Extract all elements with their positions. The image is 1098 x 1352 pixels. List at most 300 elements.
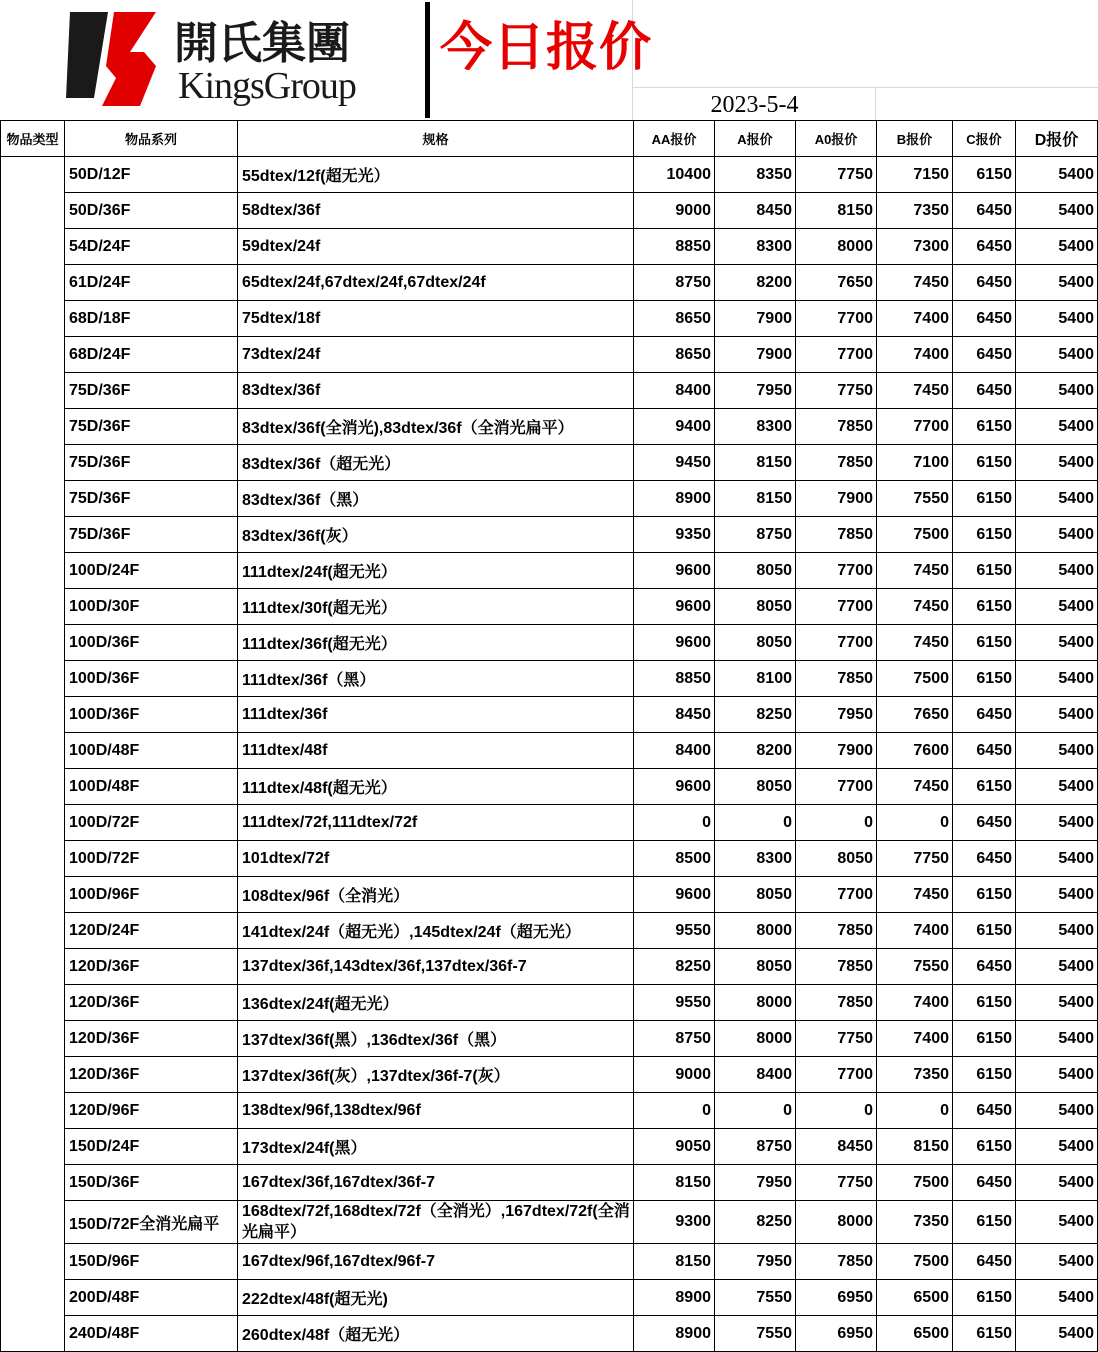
table-row — [1, 1129, 1098, 1165]
price-a0-cell: 8450 — [796, 1129, 877, 1165]
price-a0-cell: 7650 — [796, 265, 877, 301]
series-cell: 100D/24F — [65, 553, 238, 589]
table-row — [1, 1316, 1098, 1352]
price-a-cell: 8050 — [715, 553, 796, 589]
table-row — [1, 157, 1098, 193]
price-aa-cell: 8400 — [634, 373, 715, 409]
price-aa-cell: 8750 — [634, 1021, 715, 1057]
price-c-cell: 6150 — [953, 409, 1016, 445]
price-c-cell: 6150 — [953, 1201, 1016, 1244]
price-a0-cell: 7850 — [796, 445, 877, 481]
price-table — [0, 120, 1098, 1352]
price-a-cell: 8750 — [715, 517, 796, 553]
price-aa-cell: 9050 — [634, 1129, 715, 1165]
price-b-cell: 7500 — [877, 661, 953, 697]
spec-cell: 108dtex/96f（全消光） — [238, 877, 634, 913]
table-row — [1, 1093, 1098, 1129]
col-header-a0: A0报价 — [796, 121, 877, 157]
price-b-cell: 7500 — [877, 517, 953, 553]
price-a0-cell: 7700 — [796, 1057, 877, 1093]
series-cell: 100D/36F — [65, 625, 238, 661]
price-a-cell: 0 — [715, 805, 796, 841]
price-a0-cell: 8000 — [796, 229, 877, 265]
price-a0-cell: 7750 — [796, 1165, 877, 1201]
price-c-cell: 6450 — [953, 805, 1016, 841]
table-row — [1, 229, 1098, 265]
spec-cell: 111dtex/24f(超无光） — [238, 553, 634, 589]
price-aa-cell: 8850 — [634, 229, 715, 265]
price-d-cell: 5400 — [1016, 193, 1098, 229]
price-aa-cell: 9600 — [634, 553, 715, 589]
price-d-cell: 5400 — [1016, 481, 1098, 517]
price-a0-cell: 7950 — [796, 697, 877, 733]
price-aa-cell: 9600 — [634, 877, 715, 913]
price-b-cell: 7150 — [877, 157, 953, 193]
price-a0-cell: 7900 — [796, 481, 877, 517]
price-a-cell: 7900 — [715, 337, 796, 373]
price-d-cell: 5400 — [1016, 625, 1098, 661]
price-a0-cell: 7700 — [796, 877, 877, 913]
price-a-cell: 8250 — [715, 697, 796, 733]
price-a-cell: 8100 — [715, 661, 796, 697]
price-b-cell: 7400 — [877, 337, 953, 373]
price-a0-cell: 8000 — [796, 1201, 877, 1244]
series-cell: 150D/24F — [65, 1129, 238, 1165]
price-a-cell: 7950 — [715, 1244, 796, 1280]
price-aa-cell: 8450 — [634, 697, 715, 733]
report-header — [0, 0, 1098, 120]
price-b-cell: 7350 — [877, 193, 953, 229]
price-aa-cell: 9550 — [634, 913, 715, 949]
price-d-cell: 5400 — [1016, 1093, 1098, 1129]
price-c-cell: 6150 — [953, 625, 1016, 661]
price-aa-cell: 9350 — [634, 517, 715, 553]
price-d-cell: 5400 — [1016, 301, 1098, 337]
price-d-cell: 5400 — [1016, 1057, 1098, 1093]
price-b-cell: 7700 — [877, 409, 953, 445]
price-c-cell: 6150 — [953, 157, 1016, 193]
series-cell: 54D/24F — [65, 229, 238, 265]
price-b-cell: 0 — [877, 1093, 953, 1129]
series-cell: 50D/12F — [65, 157, 238, 193]
spec-cell: 167dtex/36f,167dtex/36f-7 — [238, 1165, 634, 1201]
price-c-cell: 6150 — [953, 553, 1016, 589]
report-date: 2023-5-4 — [710, 92, 799, 118]
col-header-series: 物品系列 — [65, 121, 238, 157]
price-a0-cell: 7750 — [796, 157, 877, 193]
logo-red-shape — [102, 12, 156, 106]
kings-group-logo — [66, 6, 366, 110]
price-c-cell: 6450 — [953, 373, 1016, 409]
price-aa-cell: 9000 — [634, 193, 715, 229]
price-b-cell: 7500 — [877, 1165, 953, 1201]
col-header-a: A报价 — [715, 121, 796, 157]
price-c-cell: 6150 — [953, 1280, 1016, 1316]
price-c-cell: 6150 — [953, 985, 1016, 1021]
price-a-cell: 8050 — [715, 625, 796, 661]
spec-cell: 111dtex/72f,111dtex/72f — [238, 805, 634, 841]
price-a-cell: 8050 — [715, 769, 796, 805]
price-aa-cell: 8400 — [634, 733, 715, 769]
spec-cell: 137dtex/36f(灰）,137dtex/36f-7(灰） — [238, 1057, 634, 1093]
price-c-cell: 6450 — [953, 1093, 1016, 1129]
spec-cell: 58dtex/36f — [238, 193, 634, 229]
spec-cell: 55dtex/12f(超无光） — [238, 157, 634, 193]
price-c-cell: 6450 — [953, 949, 1016, 985]
spec-cell: 59dtex/24f — [238, 229, 634, 265]
spec-cell: 167dtex/96f,167dtex/96f-7 — [238, 1244, 634, 1280]
price-c-cell: 6150 — [953, 517, 1016, 553]
price-a-cell: 7900 — [715, 301, 796, 337]
price-aa-cell: 8150 — [634, 1244, 715, 1280]
price-d-cell: 5400 — [1016, 949, 1098, 985]
price-a-cell: 8000 — [715, 1021, 796, 1057]
spec-cell: 111dtex/30f(超无光） — [238, 589, 634, 625]
table-row — [1, 1057, 1098, 1093]
spec-cell: 111dtex/36f（黑） — [238, 661, 634, 697]
price-a0-cell: 7850 — [796, 517, 877, 553]
price-c-cell: 6150 — [953, 769, 1016, 805]
price-aa-cell: 9600 — [634, 589, 715, 625]
series-cell: 61D/24F — [65, 265, 238, 301]
series-cell: 75D/36F — [65, 517, 238, 553]
price-c-cell: 6450 — [953, 193, 1016, 229]
price-b-cell: 7500 — [877, 1244, 953, 1280]
series-cell: 120D/96F — [65, 1093, 238, 1129]
price-a-cell: 8200 — [715, 733, 796, 769]
series-cell: 68D/24F — [65, 337, 238, 373]
price-a-cell: 8150 — [715, 445, 796, 481]
series-cell: 150D/36F — [65, 1165, 238, 1201]
price-a0-cell: 7700 — [796, 589, 877, 625]
price-a0-cell: 7750 — [796, 1021, 877, 1057]
price-a-cell: 8000 — [715, 913, 796, 949]
price-a-cell: 8050 — [715, 949, 796, 985]
price-d-cell: 5400 — [1016, 1280, 1098, 1316]
series-cell: 100D/48F — [65, 733, 238, 769]
spec-cell: 260dtex/48f（超无光） — [238, 1316, 634, 1352]
price-a-cell: 7950 — [715, 373, 796, 409]
price-aa-cell: 9450 — [634, 445, 715, 481]
price-a-cell: 8300 — [715, 841, 796, 877]
spec-cell: 83dtex/36f(全消光),83dtex/36f（全消光扁平） — [238, 409, 634, 445]
series-cell: 150D/72F全消光扁平 — [65, 1201, 238, 1244]
price-b-cell: 7400 — [877, 301, 953, 337]
price-b-cell: 7450 — [877, 769, 953, 805]
price-c-cell: 6450 — [953, 229, 1016, 265]
col-header-b: B报价 — [877, 121, 953, 157]
logo-brand-name: KingsGroup — [178, 65, 356, 107]
price-d-cell: 5400 — [1016, 1316, 1098, 1352]
table-row — [1, 625, 1098, 661]
series-cell: 100D/96F — [65, 877, 238, 913]
price-c-cell: 6450 — [953, 697, 1016, 733]
table-header-row — [1, 121, 1098, 157]
price-aa-cell: 10400 — [634, 157, 715, 193]
price-d-cell: 5400 — [1016, 157, 1098, 193]
spec-cell: 222dtex/48f(超无光) — [238, 1280, 634, 1316]
series-cell: 100D/48F — [65, 769, 238, 805]
price-b-cell: 7100 — [877, 445, 953, 481]
series-cell: 100D/72F — [65, 841, 238, 877]
table-row — [1, 913, 1098, 949]
spec-cell: 111dtex/36f — [238, 697, 634, 733]
table-row — [1, 265, 1098, 301]
series-cell: 75D/36F — [65, 373, 238, 409]
price-b-cell: 7550 — [877, 481, 953, 517]
price-c-cell: 6450 — [953, 1244, 1016, 1280]
price-b-cell: 7350 — [877, 1201, 953, 1244]
table-row — [1, 589, 1098, 625]
spec-cell: 75dtex/18f — [238, 301, 634, 337]
price-b-cell: 7650 — [877, 697, 953, 733]
spec-cell: 111dtex/36f(超无光） — [238, 625, 634, 661]
price-a0-cell: 0 — [796, 805, 877, 841]
price-d-cell: 5400 — [1016, 1201, 1098, 1244]
table-row — [1, 553, 1098, 589]
series-cell: 120D/36F — [65, 985, 238, 1021]
price-aa-cell: 8150 — [634, 1165, 715, 1201]
col-header-d: D报价 — [1016, 121, 1098, 157]
price-aa-cell: 8900 — [634, 1280, 715, 1316]
price-d-cell: 5400 — [1016, 733, 1098, 769]
price-d-cell: 5400 — [1016, 265, 1098, 301]
spec-cell: 83dtex/36f（黑） — [238, 481, 634, 517]
price-a0-cell: 7850 — [796, 985, 877, 1021]
price-b-cell: 7450 — [877, 265, 953, 301]
spec-cell: 101dtex/72f — [238, 841, 634, 877]
table-row — [1, 517, 1098, 553]
price-b-cell: 7450 — [877, 625, 953, 661]
price-d-cell: 5400 — [1016, 1244, 1098, 1280]
table-row — [1, 1244, 1098, 1280]
price-a0-cell: 6950 — [796, 1280, 877, 1316]
price-c-cell: 6450 — [953, 1165, 1016, 1201]
price-a-cell: 7550 — [715, 1280, 796, 1316]
price-b-cell: 7450 — [877, 589, 953, 625]
series-cell: 240D/48F — [65, 1316, 238, 1352]
spec-cell: 138dtex/96f,138dtex/96f — [238, 1093, 634, 1129]
price-d-cell: 5400 — [1016, 1021, 1098, 1057]
price-a-cell: 8350 — [715, 157, 796, 193]
table-row — [1, 373, 1098, 409]
price-aa-cell: 9300 — [634, 1201, 715, 1244]
table-body — [1, 157, 1098, 1352]
series-cell: 100D/72F — [65, 805, 238, 841]
price-a-cell: 8750 — [715, 1129, 796, 1165]
price-a0-cell: 7850 — [796, 409, 877, 445]
price-d-cell: 5400 — [1016, 409, 1098, 445]
price-b-cell: 6500 — [877, 1280, 953, 1316]
price-c-cell: 6150 — [953, 1316, 1016, 1352]
price-d-cell: 5400 — [1016, 697, 1098, 733]
series-cell: 150D/96F — [65, 1244, 238, 1280]
series-cell: 100D/36F — [65, 697, 238, 733]
col-header-spec: 规格 — [238, 121, 634, 157]
price-d-cell: 5400 — [1016, 517, 1098, 553]
price-d-cell: 5400 — [1016, 805, 1098, 841]
price-d-cell: 5400 — [1016, 1129, 1098, 1165]
price-d-cell: 5400 — [1016, 229, 1098, 265]
col-header-aa: AA报价 — [634, 121, 715, 157]
price-b-cell: 7550 — [877, 949, 953, 985]
spec-cell: 137dtex/36f,143dtex/36f,137dtex/36f-7 — [238, 949, 634, 985]
series-cell: 75D/36F — [65, 445, 238, 481]
price-c-cell: 6150 — [953, 445, 1016, 481]
spec-cell: 111dtex/48f(超无光） — [238, 769, 634, 805]
price-aa-cell: 8650 — [634, 301, 715, 337]
price-aa-cell: 8900 — [634, 1316, 715, 1352]
price-a0-cell: 8150 — [796, 193, 877, 229]
price-d-cell: 5400 — [1016, 589, 1098, 625]
spec-cell: 65dtex/24f,67dtex/24f,67dtex/24f — [238, 265, 634, 301]
series-cell: 75D/36F — [65, 409, 238, 445]
price-a-cell: 8050 — [715, 877, 796, 913]
price-a-cell: 8050 — [715, 589, 796, 625]
price-a0-cell: 7850 — [796, 913, 877, 949]
table-row — [1, 337, 1098, 373]
price-b-cell: 7450 — [877, 373, 953, 409]
price-d-cell: 5400 — [1016, 445, 1098, 481]
price-a0-cell: 7700 — [796, 553, 877, 589]
header-divider — [425, 2, 430, 118]
price-b-cell: 7350 — [877, 1057, 953, 1093]
price-d-cell: 5400 — [1016, 373, 1098, 409]
series-cell: 120D/36F — [65, 1057, 238, 1093]
price-a-cell: 7550 — [715, 1316, 796, 1352]
series-cell: 200D/48F — [65, 1280, 238, 1316]
price-b-cell: 7450 — [877, 877, 953, 913]
price-aa-cell: 8500 — [634, 841, 715, 877]
table-row — [1, 985, 1098, 1021]
price-c-cell: 6150 — [953, 1129, 1016, 1165]
price-a-cell: 8000 — [715, 985, 796, 1021]
price-c-cell: 6150 — [953, 1057, 1016, 1093]
series-cell: 68D/18F — [65, 301, 238, 337]
price-d-cell: 5400 — [1016, 877, 1098, 913]
price-a0-cell: 7850 — [796, 1244, 877, 1280]
price-a0-cell: 7850 — [796, 949, 877, 985]
price-d-cell: 5400 — [1016, 661, 1098, 697]
price-c-cell: 6450 — [953, 265, 1016, 301]
price-aa-cell: 9400 — [634, 409, 715, 445]
price-d-cell: 5400 — [1016, 337, 1098, 373]
price-b-cell: 7300 — [877, 229, 953, 265]
price-aa-cell: 8850 — [634, 661, 715, 697]
table-row — [1, 409, 1098, 445]
col-header-c: C报价 — [953, 121, 1016, 157]
price-b-cell: 7400 — [877, 913, 953, 949]
price-d-cell: 5400 — [1016, 553, 1098, 589]
price-a-cell: 8450 — [715, 193, 796, 229]
price-c-cell: 6150 — [953, 877, 1016, 913]
series-cell: 75D/36F — [65, 481, 238, 517]
price-a0-cell: 7700 — [796, 301, 877, 337]
table-row — [1, 841, 1098, 877]
table-row — [1, 481, 1098, 517]
spec-cell: 136dtex/24f(超无光） — [238, 985, 634, 1021]
price-c-cell: 6450 — [953, 841, 1016, 877]
series-cell: 120D/36F — [65, 949, 238, 985]
series-cell: 100D/30F — [65, 589, 238, 625]
series-cell: 100D/36F — [65, 661, 238, 697]
price-a0-cell: 6950 — [796, 1316, 877, 1352]
spec-cell: 83dtex/36f（超无光） — [238, 445, 634, 481]
price-b-cell: 7750 — [877, 841, 953, 877]
price-b-cell: 7600 — [877, 733, 953, 769]
series-cell: 50D/36F — [65, 193, 238, 229]
spec-cell: 137dtex/36f(黑）,136dtex/36f（黑） — [238, 1021, 634, 1057]
price-b-cell: 8150 — [877, 1129, 953, 1165]
price-d-cell: 5400 — [1016, 769, 1098, 805]
logo-dark-bar — [66, 12, 108, 98]
price-aa-cell: 9000 — [634, 1057, 715, 1093]
price-c-cell: 6150 — [953, 913, 1016, 949]
price-a-cell: 8150 — [715, 481, 796, 517]
table-row — [1, 697, 1098, 733]
price-a-cell: 0 — [715, 1093, 796, 1129]
table-row — [1, 805, 1098, 841]
series-cell: 120D/24F — [65, 913, 238, 949]
price-d-cell: 5400 — [1016, 1165, 1098, 1201]
price-a-cell: 8300 — [715, 409, 796, 445]
price-b-cell: 7400 — [877, 985, 953, 1021]
price-a0-cell: 7750 — [796, 373, 877, 409]
logo-chinese-name: 開氏集團 — [174, 18, 350, 69]
price-a0-cell: 8050 — [796, 841, 877, 877]
table-row — [1, 949, 1098, 985]
price-aa-cell: 8650 — [634, 337, 715, 373]
price-b-cell: 7450 — [877, 553, 953, 589]
price-d-cell: 5400 — [1016, 841, 1098, 877]
price-a0-cell: 7900 — [796, 733, 877, 769]
spec-cell: 168dtex/72f,168dtex/72f（全消光）,167dtex/72f(全消光扁平） — [238, 1201, 634, 1244]
price-c-cell: 6150 — [953, 481, 1016, 517]
page-title: 今日报价 — [440, 18, 653, 78]
table-row — [1, 193, 1098, 229]
price-a-cell: 8400 — [715, 1057, 796, 1093]
price-a0-cell: 7700 — [796, 769, 877, 805]
series-cell: 120D/36F — [65, 1021, 238, 1057]
spec-cell: 83dtex/36f — [238, 373, 634, 409]
price-a0-cell: 7850 — [796, 661, 877, 697]
price-a-cell: 8200 — [715, 265, 796, 301]
spec-cell: 141dtex/24f（超无光）,145dtex/24f（超无光） — [238, 913, 634, 949]
price-c-cell: 6150 — [953, 661, 1016, 697]
price-a-cell: 8300 — [715, 229, 796, 265]
price-c-cell: 6450 — [953, 337, 1016, 373]
table-row — [1, 1165, 1098, 1201]
price-aa-cell: 8900 — [634, 481, 715, 517]
table-row — [1, 877, 1098, 913]
price-c-cell: 6150 — [953, 1021, 1016, 1057]
spec-cell: 173dtex/24f(黑） — [238, 1129, 634, 1165]
table-row — [1, 1280, 1098, 1316]
price-d-cell: 5400 — [1016, 985, 1098, 1021]
price-c-cell: 6150 — [953, 589, 1016, 625]
price-a0-cell: 0 — [796, 1093, 877, 1129]
price-a-cell: 7950 — [715, 1165, 796, 1201]
type-cell — [1, 157, 65, 1352]
table-row — [1, 733, 1098, 769]
price-c-cell: 6450 — [953, 301, 1016, 337]
price-aa-cell: 0 — [634, 1093, 715, 1129]
price-d-cell: 5400 — [1016, 913, 1098, 949]
price-a0-cell: 7700 — [796, 337, 877, 373]
price-b-cell: 0 — [877, 805, 953, 841]
table-row — [1, 769, 1098, 805]
price-aa-cell: 9550 — [634, 985, 715, 1021]
